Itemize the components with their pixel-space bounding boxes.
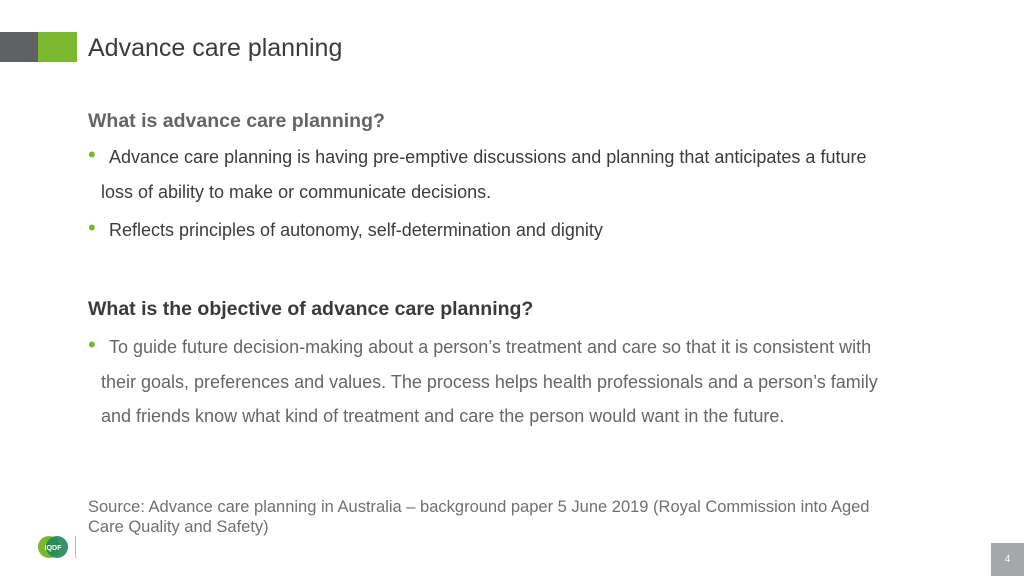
bullet-text-continued: their goals, preferences and values. The process helps health professionals and a person’s family [101,371,878,392]
organisation-logo-icon [38,534,78,560]
title-accent-grey-bar [0,32,38,62]
bullet-icon: • [88,142,96,167]
bullet-icon: • [88,332,96,357]
bullet-item [88,140,938,209]
logo-text: IQDF [44,545,62,552]
source-line: Source: Advance care planning in Australia – background paper 5 June 2019 (Royal Commission into Aged [88,498,870,516]
bullet-text: To guide future decision-making about a person’s treatment and care so that it is consistent with [109,337,872,357]
section-heading: What is advance care planning? [88,110,385,132]
source-line: Care Quality and Safety) [88,518,269,536]
bullet-icon: • [88,215,96,240]
bullet-item [88,330,938,434]
bullet-text: Reflects principles of autonomy, self-determination and dignity [109,220,603,240]
section-what-is [88,108,938,248]
page-number: 4 [991,543,1024,576]
title-accent-green-bar [38,32,77,62]
section-heading: What is the objective of advance care planning? [88,298,534,320]
section-objective [88,296,938,434]
bullet-text-continued: and friends know what kind of treatment and care the person would want in the future. [101,406,785,426]
source-citation [88,497,928,537]
bullet-text-continued: loss of ability to make or communicate decisions. [101,181,492,202]
bullet-text: Advance care planning is having pre-emptive discussions and planning that anticipates a future [109,147,867,167]
bullet-item [88,213,938,248]
slide-title: Advance care planning [88,34,343,62]
